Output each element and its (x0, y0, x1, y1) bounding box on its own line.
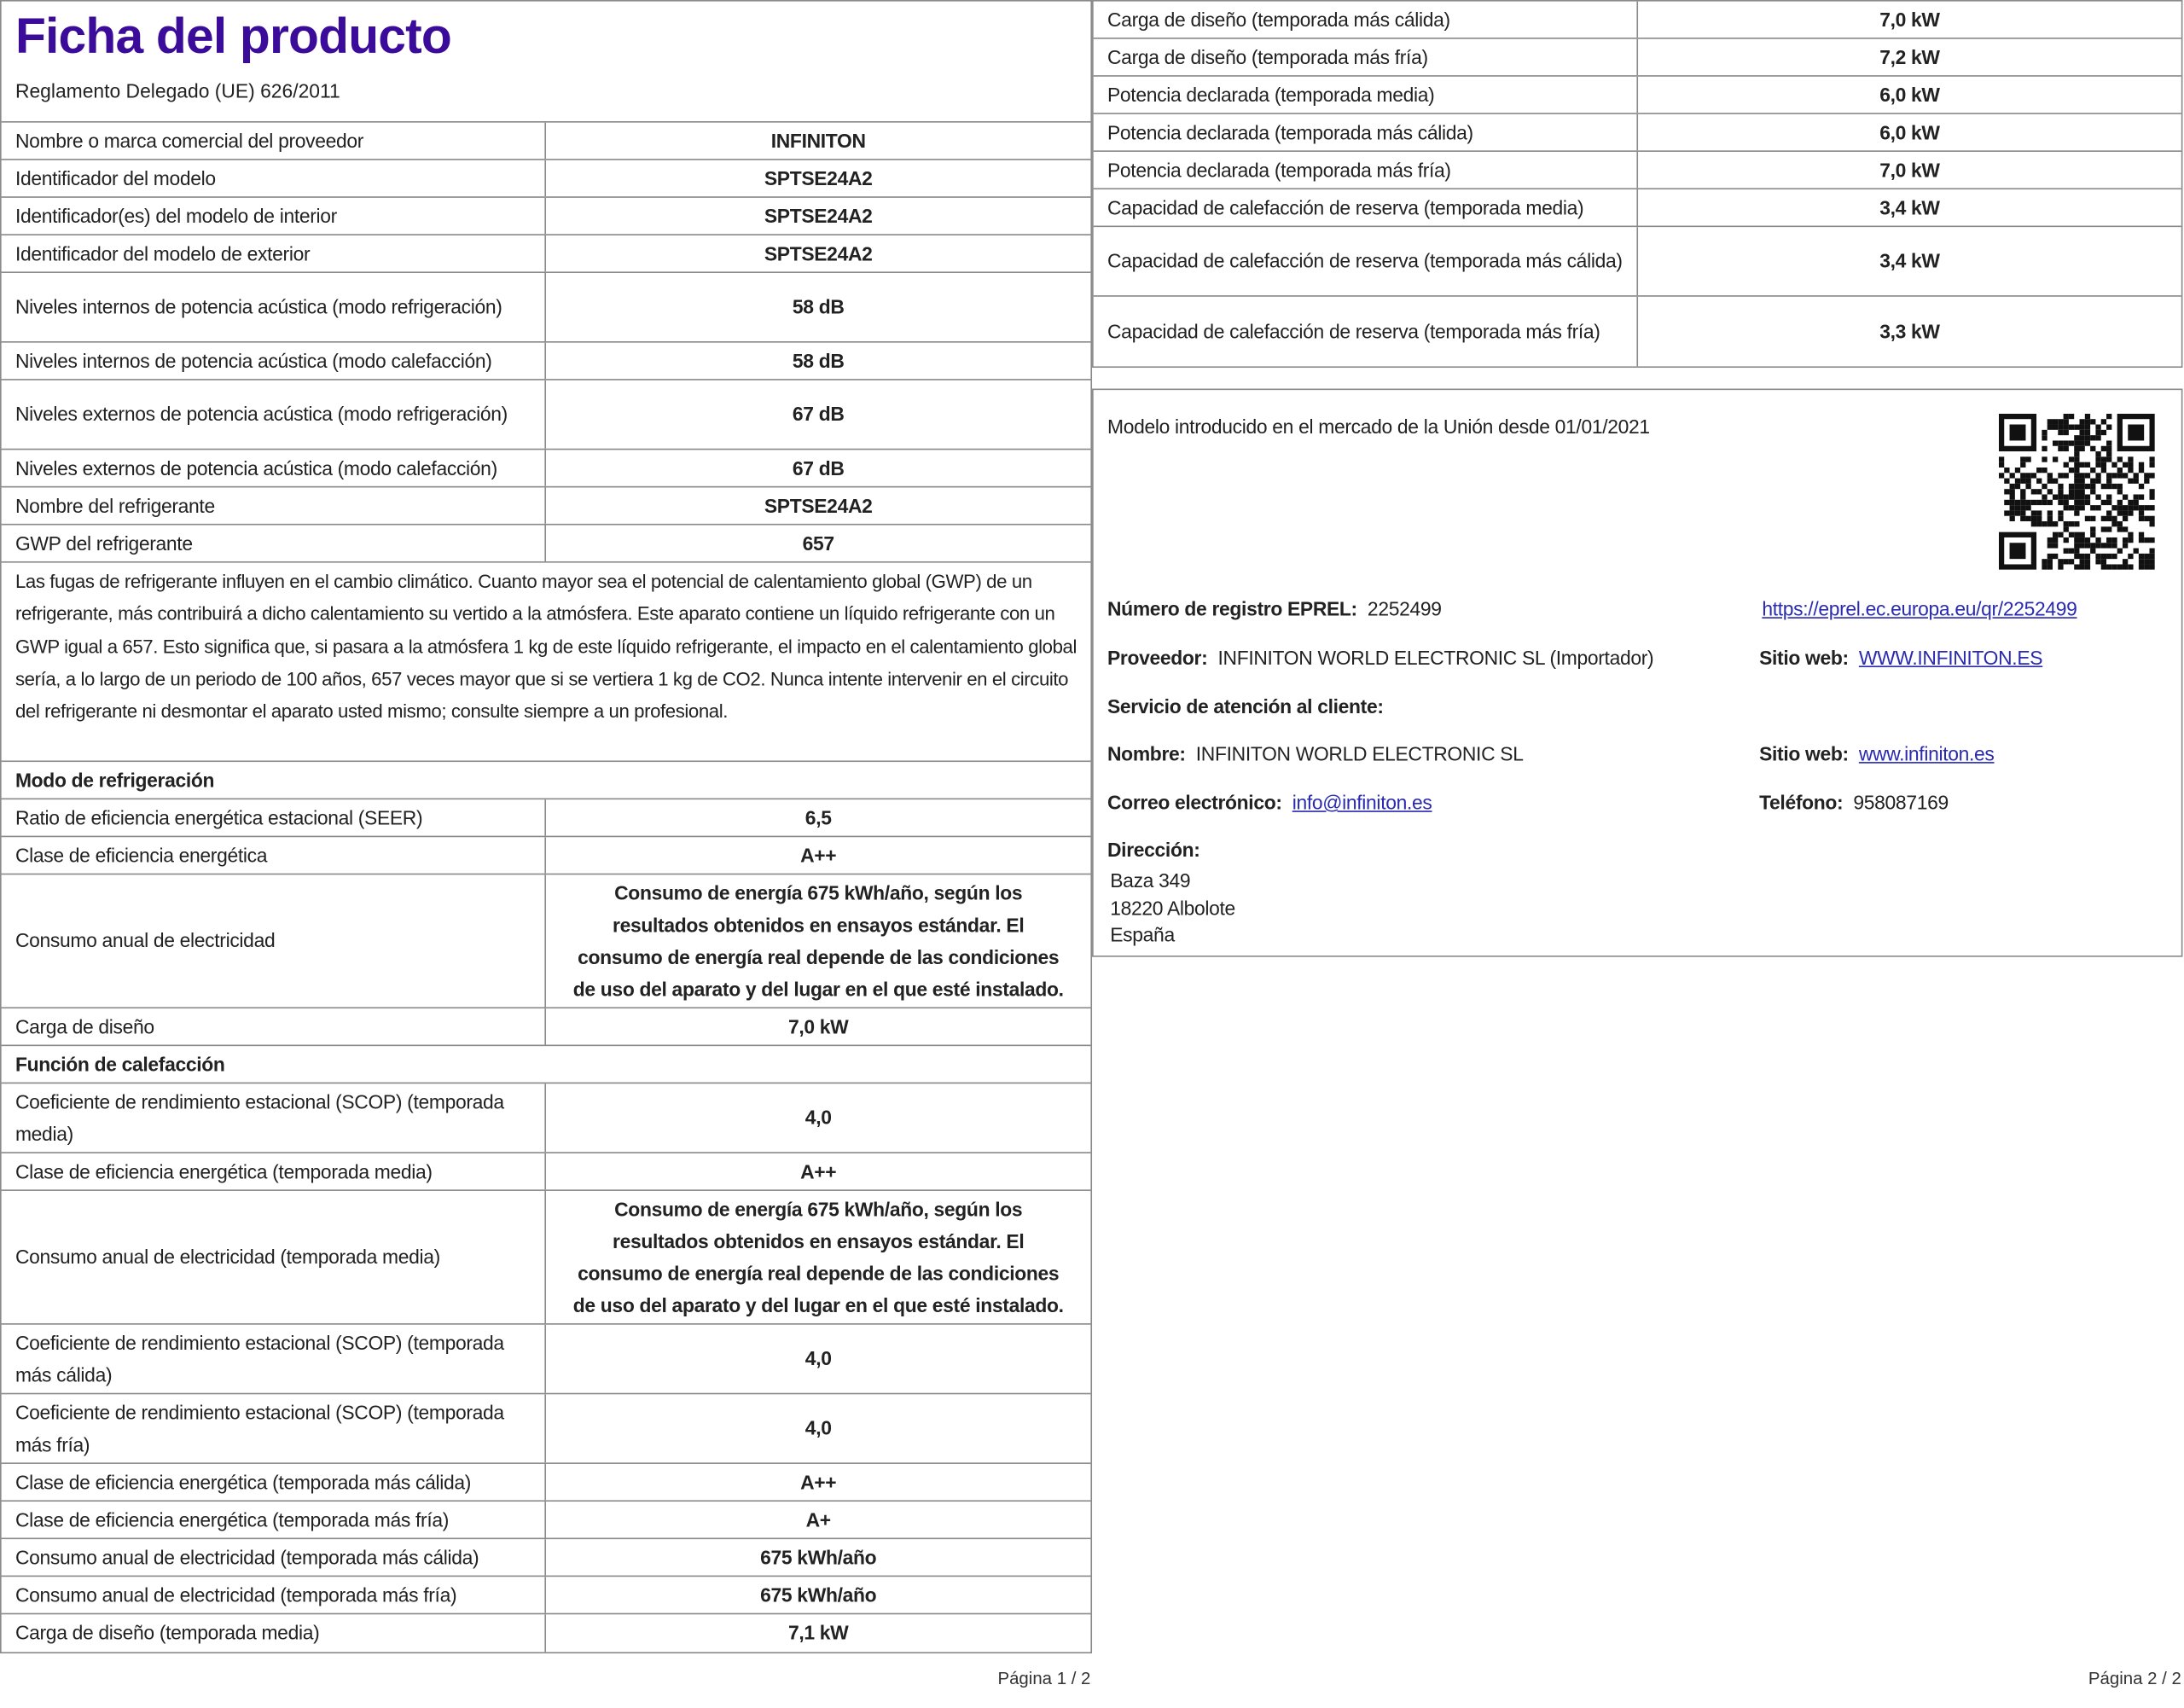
address-line: España (1110, 923, 1175, 946)
table-row (2, 1191, 1091, 1325)
regulation-subtitle: Reglamento Delegado (UE) 626/2011 (15, 79, 340, 102)
row-value: 3,3 kW (1879, 319, 1940, 342)
row-value: 58 dB (792, 348, 845, 372)
specs-table-right (1094, 2, 2181, 367)
table-row (2, 526, 1091, 563)
table-row (2, 381, 1091, 450)
row-label: Consumo anual de electricidad (temporada media) (2, 1191, 546, 1323)
table-row (2, 487, 1091, 525)
table-row (2, 1614, 1091, 1652)
table-row (2, 273, 1091, 343)
row-label: Niveles externos de potencia acústica (modo refrigeración) (2, 381, 546, 449)
row-label: Potencia declarada (temporada más cálida) (1094, 114, 1638, 150)
row-value: 675 kWh/año (760, 1583, 877, 1606)
table-row (2, 1539, 1091, 1577)
service-name: INFINITON WORLD ELECTRONIC SL (1195, 742, 1524, 765)
row-value: 6,5 (804, 805, 832, 828)
table-row (2, 1325, 1091, 1395)
section-title: Modo de refrigeración (15, 769, 215, 792)
service-website-link[interactable]: www.infiniton.es (1858, 742, 1995, 765)
table-row (2, 837, 1091, 874)
row-value: INFINITON (770, 129, 866, 152)
website-label-2: Sitio web: (1759, 742, 1849, 765)
supplier-website-link[interactable]: WWW.INFINITON.ES (1858, 646, 2043, 669)
website-label: Sitio web: (1759, 646, 1849, 669)
row-label: Coeficiente de rendimiento estacional (SCOP) (temporada más cálida) (2, 1325, 546, 1393)
table-row (2, 1153, 1091, 1191)
row-value: SPTSE24A2 (764, 241, 873, 264)
row-value: SPTSE24A2 (764, 166, 873, 189)
row-label: Consumo anual de electricidad (2, 874, 546, 1007)
eprel-label: Número de registro EPREL: (1107, 597, 1357, 620)
row-value: 7,0 kW (1879, 7, 1940, 31)
notice-text: Las fugas de refrigerante influyen en el cambio climático. Cuanto mayor sea el potencial de calentamiento global (GWP) de un refrigerante, más contribuirá a dicho calentamiento su vertido a la atmósfera. Este aparato contiene un líquido refrigerante con un GWP igual a 657. Esto significa que, si pasara a la atmósfera 1 kg de este líquido refrigerante, el impacto en el calentamiento global sería, a lo largo de un periodo de 100 años, 657 veces mayor que si se vertiera 1 kg de CO2. Nunca intente intervenir en el circuito del refrigerante ni desmontar el aparato usted mismo; consulte siempre a un profesional. (15, 571, 1077, 723)
row-value: 6,0 kW (1879, 120, 1940, 143)
table-row (1094, 189, 2181, 227)
row-label: Carga de diseño (temporada media) (2, 1614, 546, 1652)
table-row (2, 1083, 1091, 1153)
page-title: Ficha del producto (15, 7, 452, 65)
row-label: Identificador(es) del modelo de interior (2, 198, 546, 234)
table-row (2, 874, 1091, 1008)
row-value: Consumo de energía 675 kWh/año, según los resultados obtenidos en ensayos estándar. El consumo de energía real depende de las condiciones de uso del aparato y del lugar en el que esté instalado. (572, 880, 1064, 1000)
row-value: A++ (800, 1470, 837, 1493)
row-label: Carga de diseño (2, 1008, 546, 1044)
customer-service-heading: Servicio de atención al cliente: (1107, 694, 1384, 717)
row-label: Carga de diseño (temporada más fría) (1094, 39, 1638, 75)
row-label: Capacidad de calefacción de reserva (temporada más cálida) (1094, 227, 1638, 295)
row-value: A++ (800, 843, 837, 866)
table-row (1094, 227, 2181, 297)
table-row (2, 235, 1091, 273)
name-label: Nombre: (1107, 742, 1186, 765)
table-row (1094, 2, 2181, 39)
row-label: Nombre o marca comercial del proveedor (2, 123, 546, 159)
row-label: Identificador del modelo (2, 160, 546, 196)
address-line: Baza 349 (1110, 869, 1191, 892)
supplier-name: INFINITON WORLD ELECTRONIC SL (Importador) (1217, 646, 1654, 669)
page-2-table-panel (1092, 0, 2182, 368)
page-number-1: Página 1 / 2 (997, 1668, 1091, 1688)
row-value: A++ (800, 1159, 837, 1182)
supplier-label: Proveedor: (1107, 646, 1208, 669)
row-value: 7,1 kW (787, 1621, 849, 1644)
row-value: 7,0 kW (1879, 158, 1940, 181)
row-value: 58 dB (792, 295, 845, 318)
row-value: 67 dB (792, 456, 845, 479)
table-row (1094, 114, 2181, 152)
row-value: 675 kWh/año (760, 1545, 877, 1568)
market-intro: Modelo introducido en el mercado de la Unión desde 01/01/2021 (1107, 415, 1650, 438)
row-label: Capacidad de calefacción de reserva (temporada media) (1094, 189, 1638, 225)
row-label: Consumo anual de electricidad (temporada más cálida) (2, 1539, 546, 1575)
row-label: Clase de eficiencia energética (temporada más cálida) (2, 1464, 546, 1500)
row-value: 3,4 kW (1879, 249, 1940, 272)
row-value: 4,0 (804, 1346, 832, 1369)
address-line: 18220 Albolote (1110, 896, 1235, 919)
row-label: Coeficiente de rendimiento estacional (SCOP) (temporada más fría) (2, 1394, 546, 1462)
row-label: Nombre del refrigerante (2, 487, 546, 523)
table-row (2, 799, 1091, 837)
table-row (2, 1394, 1091, 1464)
row-value: 67 dB (792, 402, 845, 425)
sheet-header (2, 2, 1091, 123)
row-label: Carga de diseño (temporada más cálida) (1094, 2, 1638, 38)
row-label: Niveles internos de potencia acústica (modo refrigeración) (2, 273, 546, 341)
row-label: Clase de eficiencia energética (temporada más fría) (2, 1502, 546, 1537)
page-number-2: Página 2 / 2 (2088, 1668, 2181, 1688)
specs-table-left (2, 123, 1091, 1653)
table-row (2, 1008, 1091, 1046)
page-1-panel (0, 0, 1092, 1653)
phone-label: Teléfono: (1759, 791, 1844, 814)
row-value: 657 (802, 531, 834, 554)
qr-code-icon[interactable] (1999, 414, 2155, 570)
row-value: SPTSE24A2 (764, 204, 873, 227)
row-value: Consumo de energía 675 kWh/año, según los resultados obtenidos en ensayos estándar. El consumo de energía real depende de las condiciones de uso del aparato y del lugar en el que esté instalado. (572, 1197, 1064, 1316)
table-row (2, 343, 1091, 381)
row-value: 7,0 kW (787, 1014, 849, 1037)
row-value: 7,2 kW (1879, 45, 1940, 68)
row-label: GWP del refrigerante (2, 526, 546, 561)
table-row (2, 198, 1091, 235)
row-value: 4,0 (804, 1106, 832, 1129)
table-row (2, 160, 1091, 198)
email-link[interactable]: info@infiniton.es (1292, 791, 1432, 814)
table-row (2, 123, 1091, 160)
table-row (1094, 77, 2181, 114)
refrigerant-notice (2, 563, 1091, 762)
row-value: 6,0 kW (1879, 83, 1940, 106)
row-label: Potencia declarada (temporada más fría) (1094, 152, 1638, 188)
row-label: Identificador del modelo de exterior (2, 235, 546, 271)
table-row (1094, 152, 2181, 189)
table-row (2, 1502, 1091, 1539)
section-heading (2, 1046, 1091, 1083)
table-row (2, 1464, 1091, 1502)
row-label: Clase de eficiencia energética (temporada media) (2, 1153, 546, 1189)
info-box (1092, 389, 2182, 957)
eprel-number: 2252499 (1367, 597, 1442, 620)
row-label: Clase de eficiencia energética (2, 837, 546, 873)
table-row (1094, 297, 2181, 367)
row-label: Coeficiente de rendimiento estacional (SCOP) (temporada media) (2, 1083, 546, 1152)
phone-number: 958087169 (1853, 791, 1949, 814)
table-row (2, 1577, 1091, 1614)
address (1110, 868, 1235, 950)
row-value: 4,0 (804, 1416, 832, 1439)
row-label: Ratio de eficiencia energética estacional (SEER) (2, 799, 546, 835)
email-label: Correo electrónico: (1107, 791, 1282, 814)
table-row (1094, 39, 2181, 77)
row-label: Niveles internos de potencia acústica (modo calefacción) (2, 343, 546, 379)
row-value: SPTSE24A2 (764, 493, 873, 516)
row-label: Niveles externos de potencia acústica (modo calefacción) (2, 450, 546, 485)
address-label: Dirección: (1107, 838, 1200, 862)
row-label: Potencia declarada (temporada media) (1094, 77, 1638, 113)
section-title: Función de calefacción (15, 1053, 225, 1076)
row-value: A+ (805, 1508, 831, 1531)
row-label: Capacidad de calefacción de reserva (temporada más fría) (1094, 297, 1638, 367)
row-label: Consumo anual de electricidad (temporada más fría) (2, 1577, 546, 1612)
eprel-link[interactable]: https://eprel.ec.europa.eu/qr/2252499 (1762, 597, 2077, 620)
table-row (2, 450, 1091, 487)
section-heading (2, 762, 1091, 799)
row-value: 3,4 kW (1879, 195, 1940, 218)
